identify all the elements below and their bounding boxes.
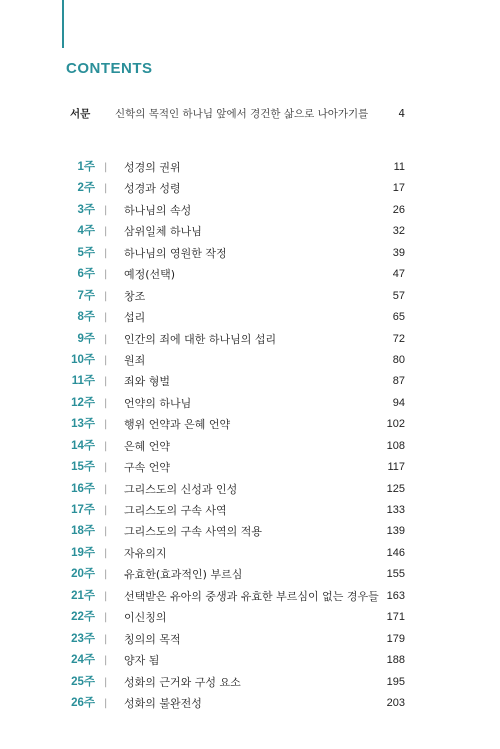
toc-week-label: 2주	[77, 182, 95, 195]
toc-week-label: 24주	[71, 654, 95, 667]
toc-page-number: 57	[392, 289, 405, 302]
toc-separator: |	[104, 590, 108, 602]
toc-entry[interactable]	[0, 350, 500, 371]
toc-week-label: 22주	[71, 611, 95, 624]
toc-entry[interactable]	[0, 414, 500, 435]
toc-entry-title: 그리스도의 구속 사역	[124, 504, 227, 517]
toc-page-number: 195	[386, 675, 405, 688]
toc-separator: |	[104, 483, 108, 495]
toc-entry[interactable]	[0, 543, 500, 564]
toc-week-label: 7주	[77, 289, 95, 302]
toc-page-number: 133	[386, 504, 405, 516]
toc-page-number: 146	[386, 546, 405, 559]
page-title: CONTENTS	[66, 60, 153, 77]
toc-week-label: 10주	[71, 353, 95, 366]
toc-entry[interactable]	[0, 178, 500, 199]
toc-entry[interactable]	[0, 693, 500, 714]
toc-entry-title: 이신칭의	[124, 611, 167, 625]
toc-week-label: 4주	[77, 225, 95, 238]
toc-entry[interactable]	[0, 329, 500, 350]
toc-week-label: 16주	[71, 482, 95, 495]
toc-entry-title: 성화의 근거와 구성 요소	[124, 675, 241, 689]
toc-page-number: 87	[392, 375, 405, 388]
table-of-contents	[0, 157, 500, 714]
toc-week-label: 1주	[77, 161, 95, 173]
toc-separator: |	[104, 269, 108, 281]
preface-title: 신학의 목적인 하나님 앞에서 경건한 삶으로 나아가기를	[115, 108, 369, 120]
toc-entry-title: 성경의 권위	[124, 161, 181, 174]
toc-separator: |	[104, 354, 108, 366]
toc-entry-title: 칭의의 목적	[124, 632, 181, 646]
preface-label: 서문	[70, 108, 91, 120]
toc-entry-title: 선택받은 유아의 중생과 유효한 부르심이 없는 경우들	[124, 589, 379, 603]
toc-entry[interactable]	[0, 200, 500, 221]
toc-entry[interactable]	[0, 286, 500, 307]
toc-week-label: 19주	[71, 546, 95, 559]
toc-week-label: 8주	[77, 311, 95, 324]
toc-page-number: 117	[387, 461, 405, 474]
toc-entry-title: 예정(선택)	[124, 268, 176, 282]
toc-page-number: 80	[392, 353, 405, 366]
toc-separator: |	[104, 376, 108, 388]
toc-entry-title: 창조	[124, 289, 146, 303]
toc-entry-title: 그리스도의 구속 사역의 적용	[124, 525, 263, 539]
toc-separator: |	[104, 612, 108, 624]
toc-separator: |	[104, 204, 108, 216]
toc-separator: |	[104, 526, 108, 538]
toc-entry[interactable]	[0, 564, 500, 585]
toc-page-number: 163	[386, 589, 405, 602]
toc-page-number: 139	[386, 525, 405, 538]
toc-separator: |	[104, 697, 108, 709]
toc-entry[interactable]	[0, 586, 500, 607]
toc-entry-title: 원죄	[124, 353, 146, 367]
toc-week-label: 3주	[77, 203, 95, 216]
toc-entry[interactable]	[0, 307, 500, 328]
toc-entry-title: 성화의 불완전성	[124, 696, 202, 710]
toc-week-label: 17주	[71, 504, 95, 516]
toc-page-number: 65	[392, 311, 405, 324]
toc-page-number: 26	[392, 203, 405, 216]
preface-page-number: 4	[398, 108, 405, 120]
toc-separator: |	[104, 397, 108, 409]
toc-page-number: 32	[392, 225, 405, 238]
toc-page-number: 188	[386, 654, 405, 667]
toc-entry-title: 자유의지	[124, 546, 167, 560]
toc-entry[interactable]	[0, 371, 500, 392]
toc-page-number: 47	[392, 268, 405, 281]
toc-separator: |	[104, 505, 108, 516]
toc-separator: |	[104, 547, 108, 559]
toc-week-label: 11주	[71, 375, 95, 388]
toc-week-label: 23주	[71, 632, 95, 645]
toc-week-label: 18주	[71, 525, 95, 538]
toc-separator: |	[104, 655, 108, 667]
toc-separator: |	[104, 183, 108, 195]
toc-entry[interactable]	[0, 607, 500, 628]
toc-entry[interactable]	[0, 521, 500, 542]
toc-entry[interactable]	[0, 157, 500, 178]
toc-entry-title: 그리스도의 신성과 인성	[124, 482, 238, 496]
toc-separator: |	[104, 676, 108, 688]
toc-entry-title: 양자 됨	[124, 654, 160, 668]
toc-week-label: 21주	[71, 589, 95, 602]
toc-entry[interactable]	[0, 500, 500, 521]
toc-separator: |	[104, 247, 108, 259]
toc-separator: |	[104, 162, 108, 173]
toc-week-label: 5주	[77, 246, 95, 259]
toc-entry-title: 유효한(효과적인) 부르심	[124, 568, 243, 582]
toc-page-number: 94	[392, 396, 405, 409]
toc-entry-title: 하나님의 영원한 작정	[124, 246, 227, 260]
toc-separator: |	[104, 312, 108, 324]
toc-entry-title: 하나님의 속성	[124, 203, 192, 217]
toc-page-number: 171	[386, 611, 405, 624]
toc-separator: |	[104, 419, 108, 431]
toc-page-number: 203	[386, 696, 405, 709]
toc-week-label: 12주	[71, 396, 95, 409]
toc-week-label: 20주	[71, 568, 95, 581]
toc-separator: |	[104, 440, 108, 452]
toc-week-label: 6주	[77, 268, 95, 281]
toc-week-label: 13주	[71, 418, 95, 431]
toc-entry[interactable]	[0, 629, 500, 650]
toc-page-number: 72	[392, 332, 405, 345]
toc-week-label: 25주	[71, 675, 95, 688]
toc-week-label: 14주	[71, 439, 95, 452]
toc-entry-title: 죄와 형벌	[124, 375, 171, 389]
toc-page-number: 108	[386, 439, 405, 452]
toc-separator: |	[104, 226, 108, 238]
toc-page-number: 11	[393, 161, 405, 173]
toc-page-number: 39	[392, 246, 405, 259]
toc-entry[interactable]	[0, 650, 500, 671]
toc-entry[interactable]	[0, 672, 500, 693]
toc-entry[interactable]	[0, 243, 500, 264]
toc-entry-title: 섭리	[124, 311, 146, 325]
toc-entry-title: 삼위일체 하나님	[124, 225, 202, 239]
toc-week-label: 15주	[71, 461, 95, 474]
toc-page-number: 155	[386, 568, 405, 581]
toc-preface-row[interactable]	[0, 104, 500, 124]
toc-separator: |	[104, 633, 108, 645]
toc-entry-title: 은혜 언약	[124, 439, 171, 453]
toc-week-label: 26주	[71, 696, 95, 709]
toc-page-number: 125	[386, 482, 405, 495]
accent-vertical-rule	[62, 0, 64, 48]
toc-separator: |	[104, 569, 108, 581]
toc-separator: |	[104, 290, 108, 302]
toc-separator: |	[104, 333, 108, 345]
toc-entry-title: 인간의 죄에 대한 하나님의 섭리	[124, 332, 277, 346]
toc-entry[interactable]	[0, 457, 500, 478]
toc-page-number: 179	[386, 632, 405, 645]
toc-entry[interactable]	[0, 393, 500, 414]
toc-week-label: 9주	[77, 332, 95, 345]
toc-separator: |	[104, 462, 108, 474]
toc-entry[interactable]	[0, 436, 500, 457]
toc-page-number: 102	[386, 418, 405, 431]
toc-entry-title: 행위 언약과 은혜 언약	[124, 418, 231, 432]
toc-entry-title: 언약의 하나님	[124, 396, 192, 410]
toc-entry-title: 구속 언약	[124, 461, 171, 475]
toc-entry-title: 성경과 성령	[124, 182, 181, 196]
toc-entry[interactable]	[0, 264, 500, 285]
toc-page-number: 17	[392, 182, 405, 195]
toc-entry[interactable]	[0, 221, 500, 242]
toc-entry[interactable]	[0, 479, 500, 500]
